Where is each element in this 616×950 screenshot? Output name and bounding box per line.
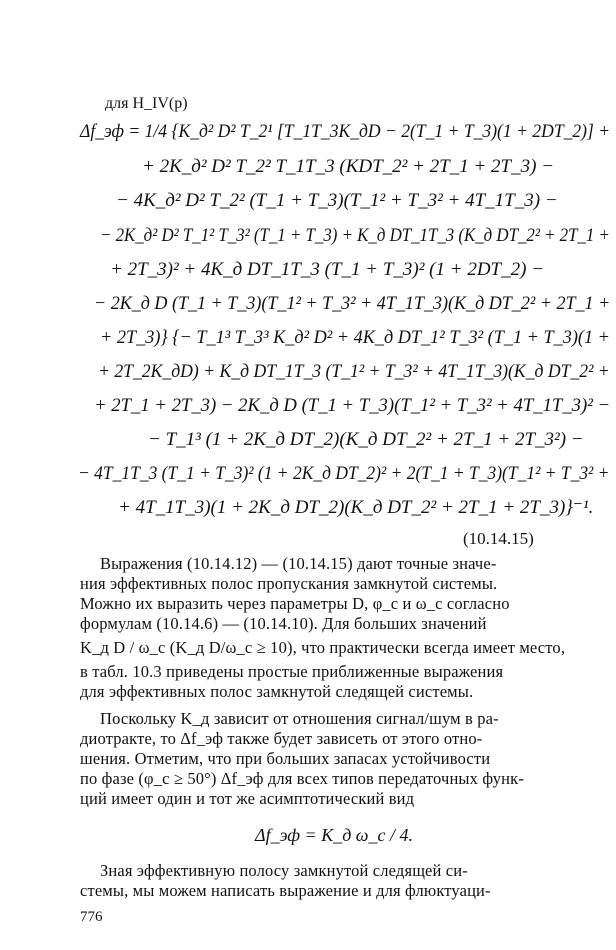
formula-line: Δf_эф = 1/4 {K_д² D² T_2¹ [T_1T_3K_дD − 2(T_1 + T_3)(1 + 2DT_2)] + <box>80 121 611 142</box>
page-number: 776 <box>80 909 103 925</box>
text-line: Поскольку K_д зависит от отношения сигнал/шум в ра- <box>100 709 499 728</box>
formula-line: + 2T_3)} {− T_1³ T_3³ K_д² D² + 4K_д DT_1² T_3² (T_1 + T_3)(1 + <box>100 327 610 348</box>
formula-line: + 2K_д² D² T_2² T_1T_3 (KDT_2² + 2T_1 + 2T_3) − <box>142 156 555 177</box>
formula-line: − 4T_1T_3 (T_1 + T_3)² (1 + 2K_д DT_2)² + 2(T_1 + T_3)(T_1² + T_3² + <box>78 463 610 484</box>
text-line: диотракте, то Δf_эф также будет зависеть от этого отно- <box>80 729 483 748</box>
text-line: Выражения (10.14.12) — (10.14.15) дают точные значе- <box>100 554 497 573</box>
formula-line: − 2K_д² D² T_1² T_3² (T_1 + T_3) + K_д DT_1T_3 (K_д DT_2² + 2T_1 + <box>100 225 610 246</box>
formula-line: + 2T_3)² + 4K_д DT_1T_3 (T_1 + T_3)² (1 + 2DT_2) − <box>110 259 545 280</box>
formula-line: − T_1³ (1 + 2K_д DT_2)(K_д DT_2² + 2T_1 + 2T_3²) − <box>148 429 584 450</box>
formula-line: + 4T_1T_3)(1 + 2K_д DT_2)(K_д DT_2² + 2T_1 + 2T_3)}⁻¹. <box>118 497 594 518</box>
formula-header: для H_IV(p) <box>105 95 188 112</box>
text-line: Зная эффективную полосу замкнутой следящей си- <box>100 861 468 880</box>
text-line: для эффективных полос замкнутой следящей системы. <box>80 682 474 701</box>
text-line: формулам (10.14.6) — (10.14.10). Для больших значений <box>80 614 487 633</box>
text-line: ций имеет один и тот же асимптотический вид <box>80 789 415 808</box>
text-line: ния эффективных полос пропускания замкнутой системы. <box>80 574 498 593</box>
formula-line: + 2T_1 + 2T_3) − 2K_д D (T_1 + T_3)(T_1² + T_3² + 4T_1T_3)² − <box>94 395 611 416</box>
formula-line: − 2K_д D (T_1 + T_3)(T_1² + T_3² + 4T_1T_3)(K_д DT_2² + 2T_1 + <box>94 293 611 314</box>
text-line: шения. Отметим, что при больших запасах устойчивости <box>80 749 491 768</box>
text-line: K_д D / ω_c (K_д D/ω_c ≥ 10), что практически всегда имеет место, <box>80 638 566 657</box>
text-line: по фазе (φ_c ≥ 50°) Δf_эф для всех типов передаточных функ- <box>80 769 524 788</box>
text-line: в табл. 10.3 приведены простые приближенные выражения <box>80 662 504 681</box>
formula-line: + 2T_2K_дD) + K_д DT_1T_3 (T_1² + T_3² + 4T_1T_3)(K_д DT_2² + <box>98 361 610 382</box>
text-line: стемы, мы можем написать выражение и для флюктуаци- <box>80 881 491 900</box>
equation-number: (10.14.15) <box>463 529 534 548</box>
text-line: Можно их выразить через параметры D, φ_c и ω_c согласно <box>80 594 510 613</box>
formula-line: − 4K_д² D² T_2² (T_1 + T_3)(T_1² + T_3² + 4T_1T_3) − <box>116 190 558 211</box>
asymptotic-formula: Δf_эф = K_д ω_c / 4. <box>255 825 414 845</box>
